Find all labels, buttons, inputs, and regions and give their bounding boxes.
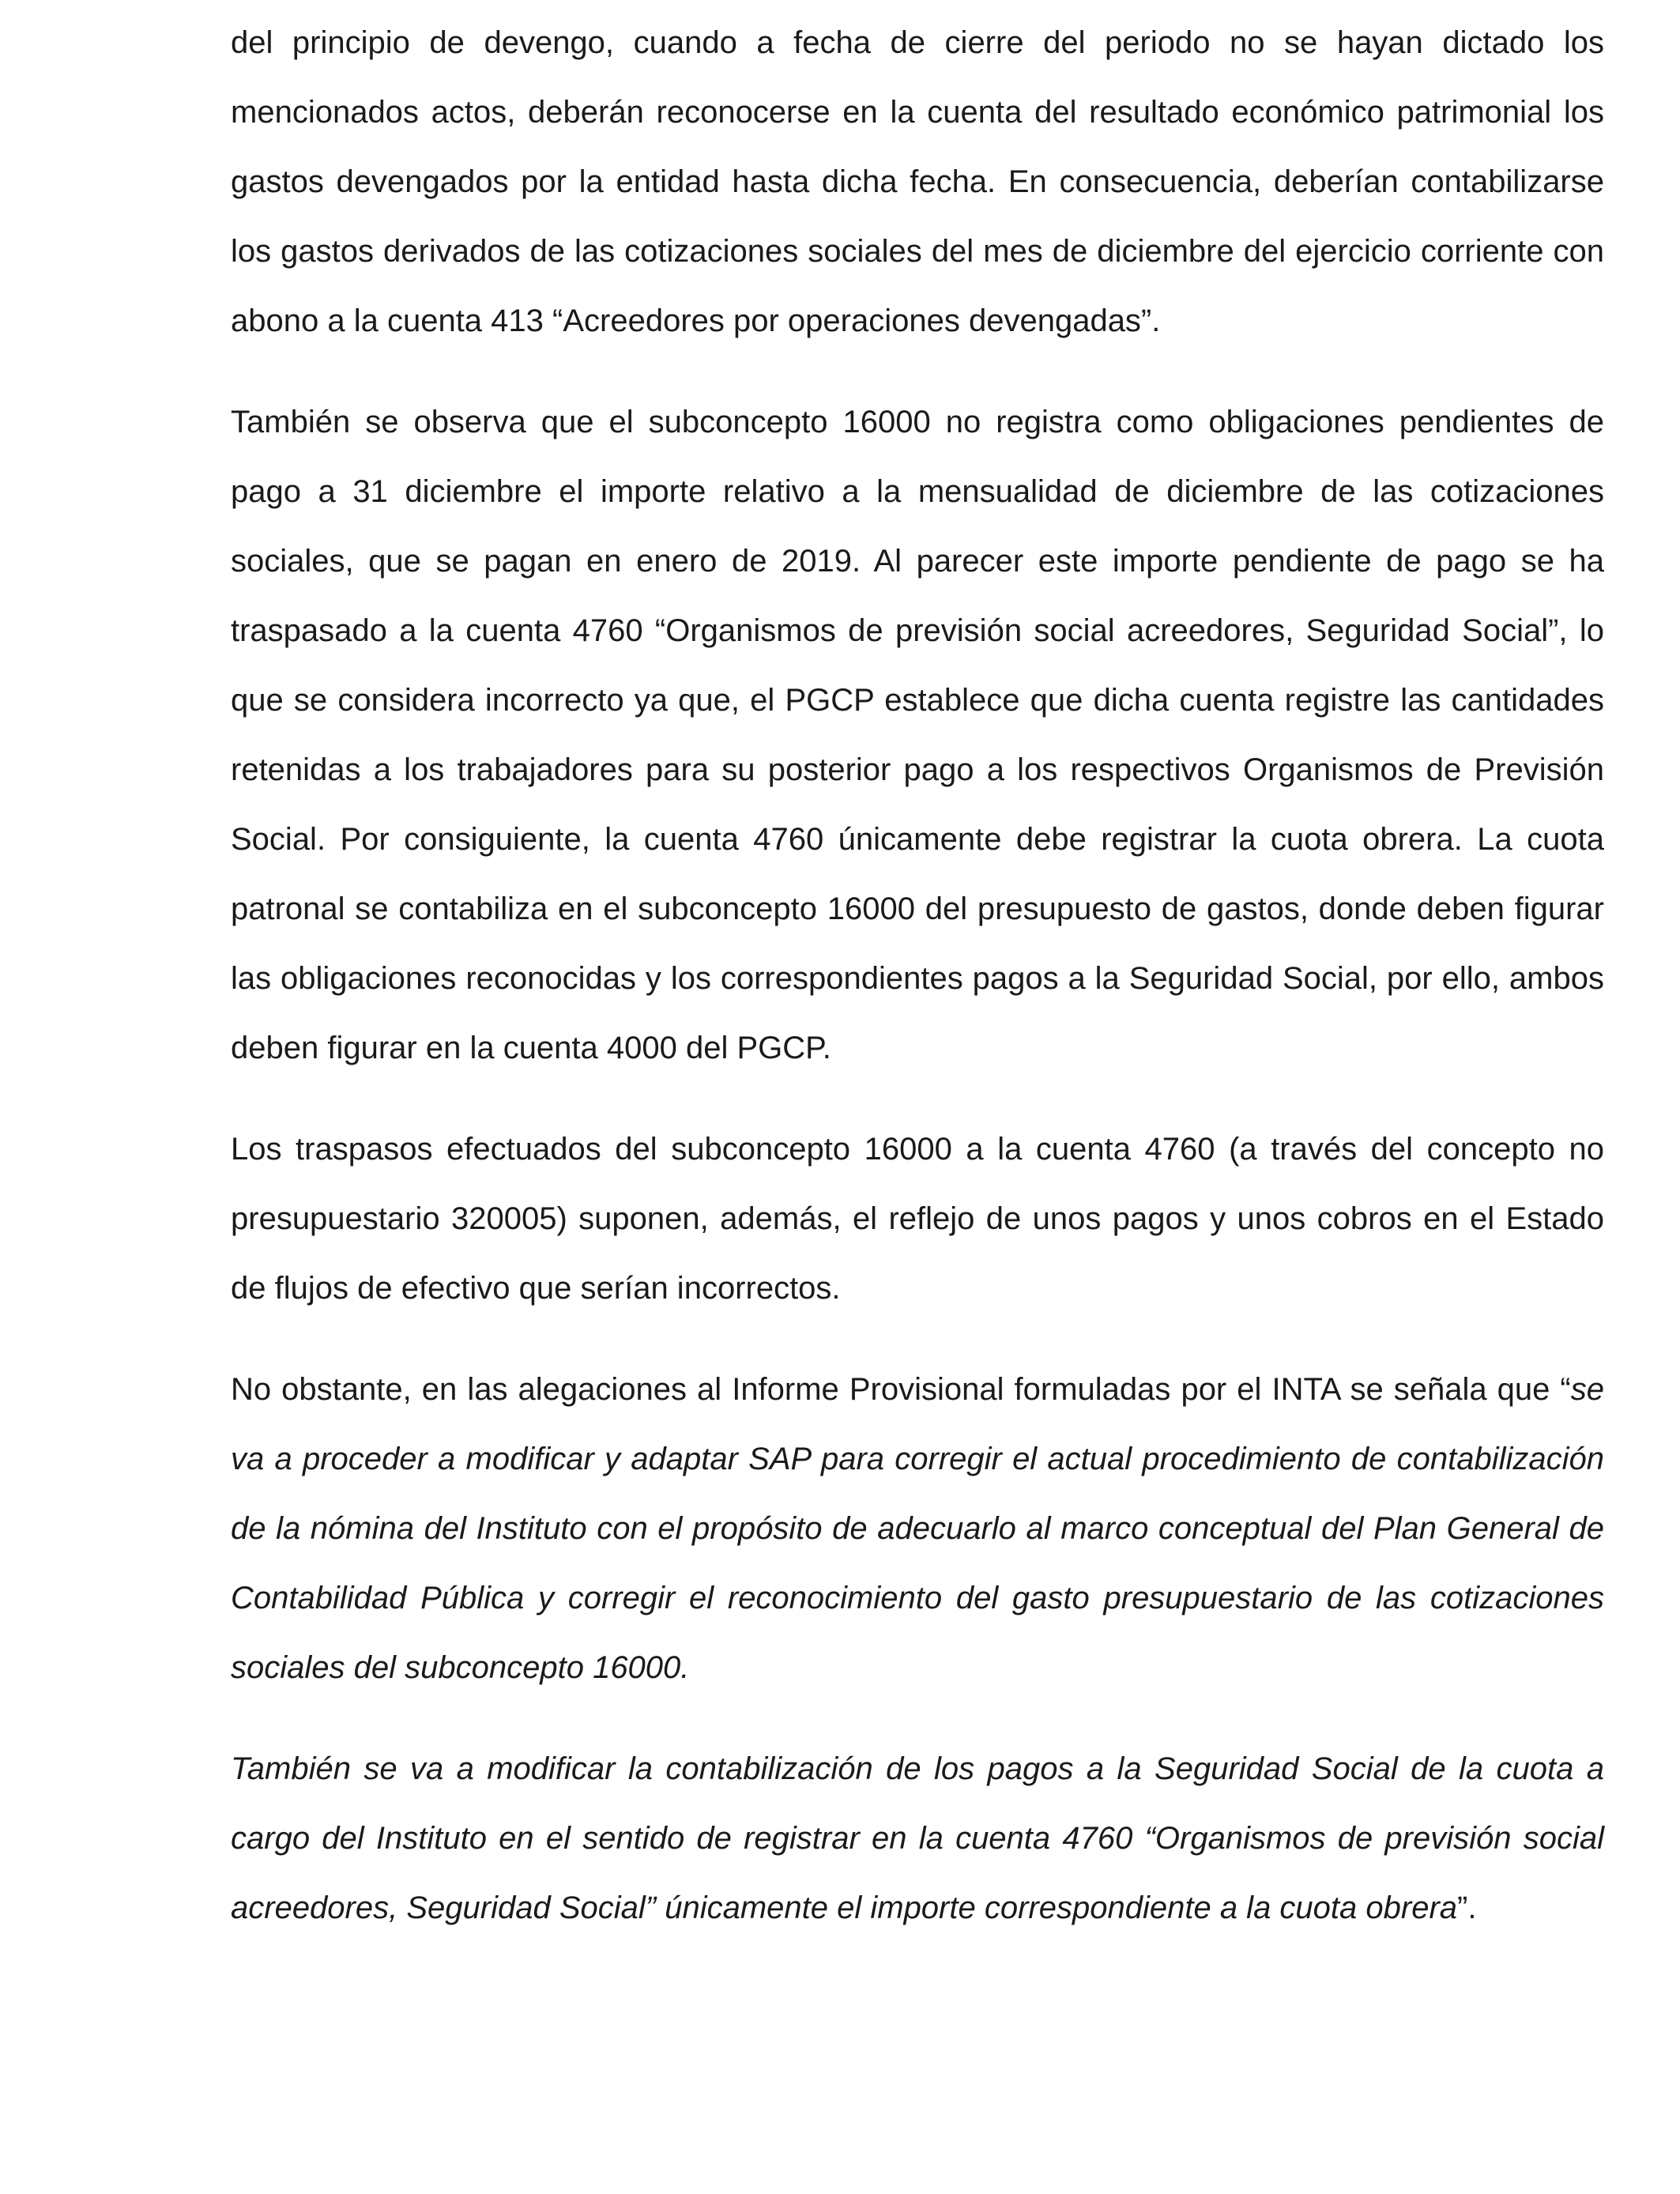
closing-quote: ”.: [1457, 1891, 1477, 1925]
paragraph-subconcepto-16000: [231, 387, 1604, 1083]
paragraph-traspasos: [231, 1114, 1604, 1323]
paragraph-devengo: [231, 8, 1604, 356]
paragraph-quoted-modification: [231, 1734, 1604, 1943]
body-text: [231, 8, 1604, 1943]
paragraph-text: Los traspasos efectuados del subconcepto 16000 a la cuenta 4760 (a través del concepto no presupuestario 320005) suponen, además, el reflejo de unos pagos y unos cobros en el Estado de flujos de efectivo que serían incorrectos.: [231, 1132, 1604, 1306]
paragraph-text: del principio de devengo, cuando a fecha de cierre del periodo no se hayan dictado los mencionados actos, deberán reconocerse en la cuenta del resultado económico patrimonial los gastos devengados por la entidad hasta dicha fecha. En consecuencia, deberían contabilizarse los gastos derivados de las cotizaciones sociales del mes de diciembre del ejercicio corriente con abono a la cuenta 413 “Acreedores por operaciones devengadas”.: [231, 25, 1604, 338]
paragraph-alegaciones: [231, 1355, 1604, 1702]
paragraph-text: También se observa que el subconcepto 16000 no registra como obligaciones pendientes de pago a 31 diciembre el importe relativo a la mensualidad de diciembre de las cotizaciones sociales, que se pagan en enero de 2019. Al parecer este importe pendiente de pago se ha traspasado a la cuenta 4760 “Organismos de previsión social acreedores, Seguridad Social”, lo que se considera incorrecto ya que, el PGCP establece que dicha cuenta registre las cantidades retenidas a los trabajadores para su posterior pago a los respectivos Organismos de Previsión Social. Por consiguiente, la cuenta 4760 únicamente debe registrar la cuota obrera. La cuota patronal se contabiliza en el subconcepto 16000 del presupuesto de gastos, donde deben figurar las obligaciones reconocidas y los correspondientes pagos a la Seguridad Social, por ello, ambos deben figurar en la cuenta 4000 del PGCP.: [231, 405, 1604, 1065]
paragraph-text: No obstante, en las alegaciones al Informe Provisional formuladas por el INTA se señala que “: [231, 1372, 1571, 1407]
quoted-allegation-text: se va a proceder a modificar y adaptar SAP para corregir el actual procedimiento de contabilización de la nómina del Instituto con el propósito de adecuarlo al marco conceptual del Plan General de Contabilidad Pública y corregir el reconocimiento del gasto presupuestario de las cotizaciones sociales del subconcepto 16000.: [231, 1372, 1604, 1685]
quoted-allegation-text: También se va a modificar la contabilización de los pagos a la Seguridad Social de la cuota a cargo del Instituto en el sentido de registrar en la cuenta 4760 “Organismos de previsión social acreedores, Seguridad Social” únicamente el importe correspondiente a la cuota obrera: [231, 1751, 1604, 1925]
